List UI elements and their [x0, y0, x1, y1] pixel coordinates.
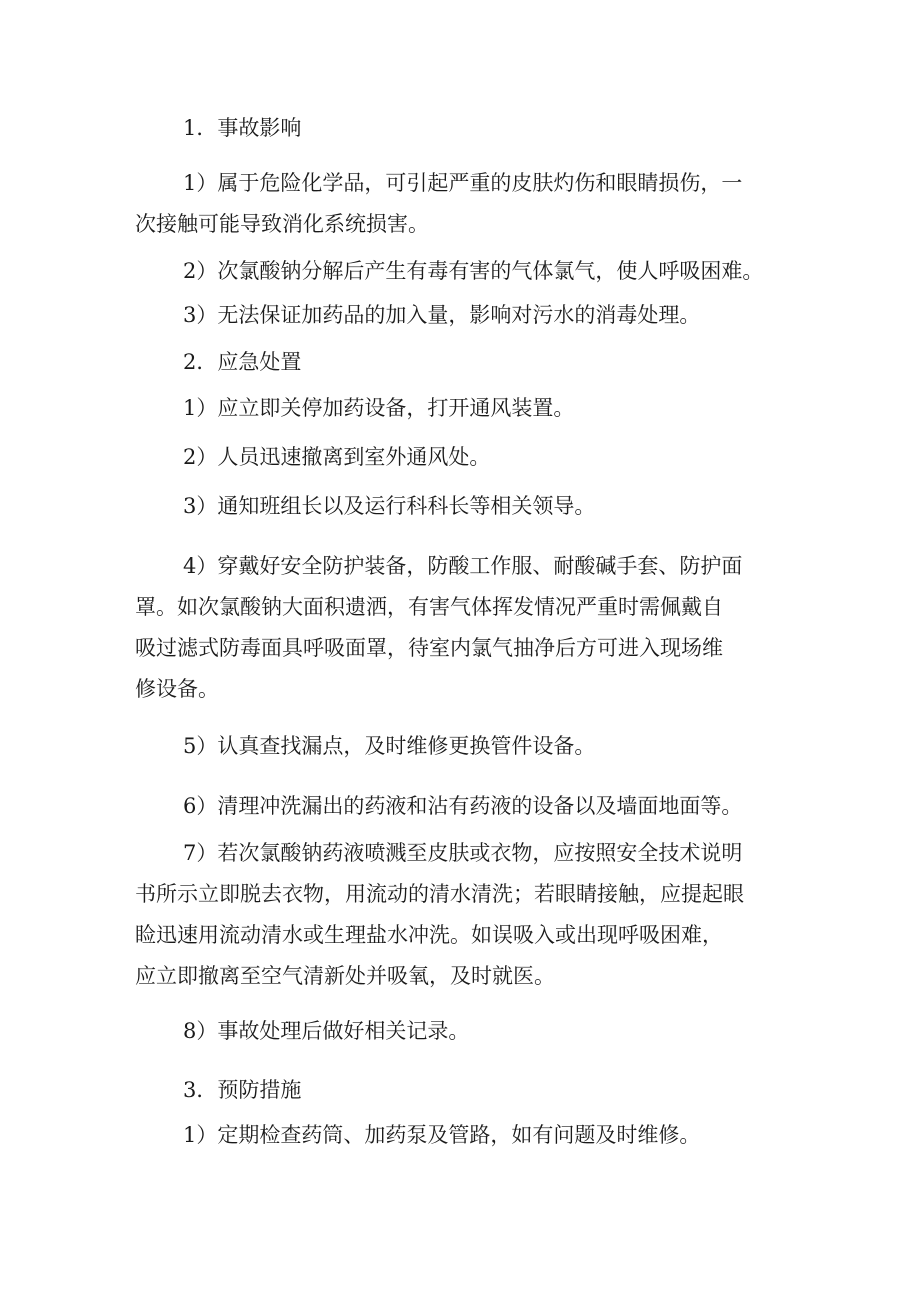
section-heading-2: 2．应急处置 — [183, 350, 302, 374]
paragraph-line: 4）穿戴好安全防护装备，防酸工作服、耐酸碱手套、防护面 — [183, 554, 743, 578]
paragraph-line: 次接触可能导致消化系统损害。 — [135, 212, 429, 236]
paragraph-line: 修设备。 — [135, 677, 219, 701]
paragraph-line: 应立即撤离至空气清新处并吸氧，及时就医。 — [135, 964, 555, 988]
section-heading-1: 1．事故影响 — [183, 116, 302, 140]
paragraph-line: 罩。如次氯酸钠大面积遗洒，有害气体挥发情况严重时需佩戴自 — [135, 595, 723, 619]
paragraph-line: 睑迅速用流动清水或生理盐水冲洗。如误吸入或出现呼吸困难， — [135, 923, 723, 947]
paragraph-line: 吸过滤式防毒面具呼吸面罩，待室内氯气抽净后方可进入现场维 — [135, 636, 723, 660]
paragraph-line: 1）应立即关停加药设备，打开通风装置。 — [183, 396, 575, 420]
section-heading-3: 3．预防措施 — [183, 1078, 302, 1102]
paragraph-line: 8）事故处理后做好相关记录。 — [183, 1019, 470, 1043]
paragraph-line: 书所示立即脱去衣物，用流动的清水清洗；若眼睛接触，应提起眼 — [135, 882, 744, 906]
paragraph-line: 7）若次氯酸钠药液喷溅至皮肤或衣物，应按照安全技术说明 — [183, 841, 743, 865]
paragraph-line: 1）属于危险化学品，可引起严重的皮肤灼伤和眼睛损伤，一 — [183, 171, 743, 195]
paragraph-line: 6）清理冲洗漏出的药液和沾有药液的设备以及墙面地面等。 — [183, 794, 743, 818]
paragraph-line: 3）无法保证加药品的加入量，影响对污水的消毒处理。 — [183, 303, 701, 327]
paragraph-line: 1）定期检查药筒、加药泵及管路，如有问题及时维修。 — [183, 1123, 701, 1147]
paragraph-line: 3）通知班组长以及运行科科长等相关领导。 — [183, 494, 596, 518]
paragraph-line: 5）认真查找漏点，及时维修更换管件设备。 — [183, 734, 596, 758]
paragraph-line: 2）人员迅速撤离到室外通风处。 — [183, 445, 491, 469]
paragraph-line: 2）次氯酸钠分解后产生有毒有害的气体氯气，使人呼吸困难。 — [183, 259, 764, 283]
